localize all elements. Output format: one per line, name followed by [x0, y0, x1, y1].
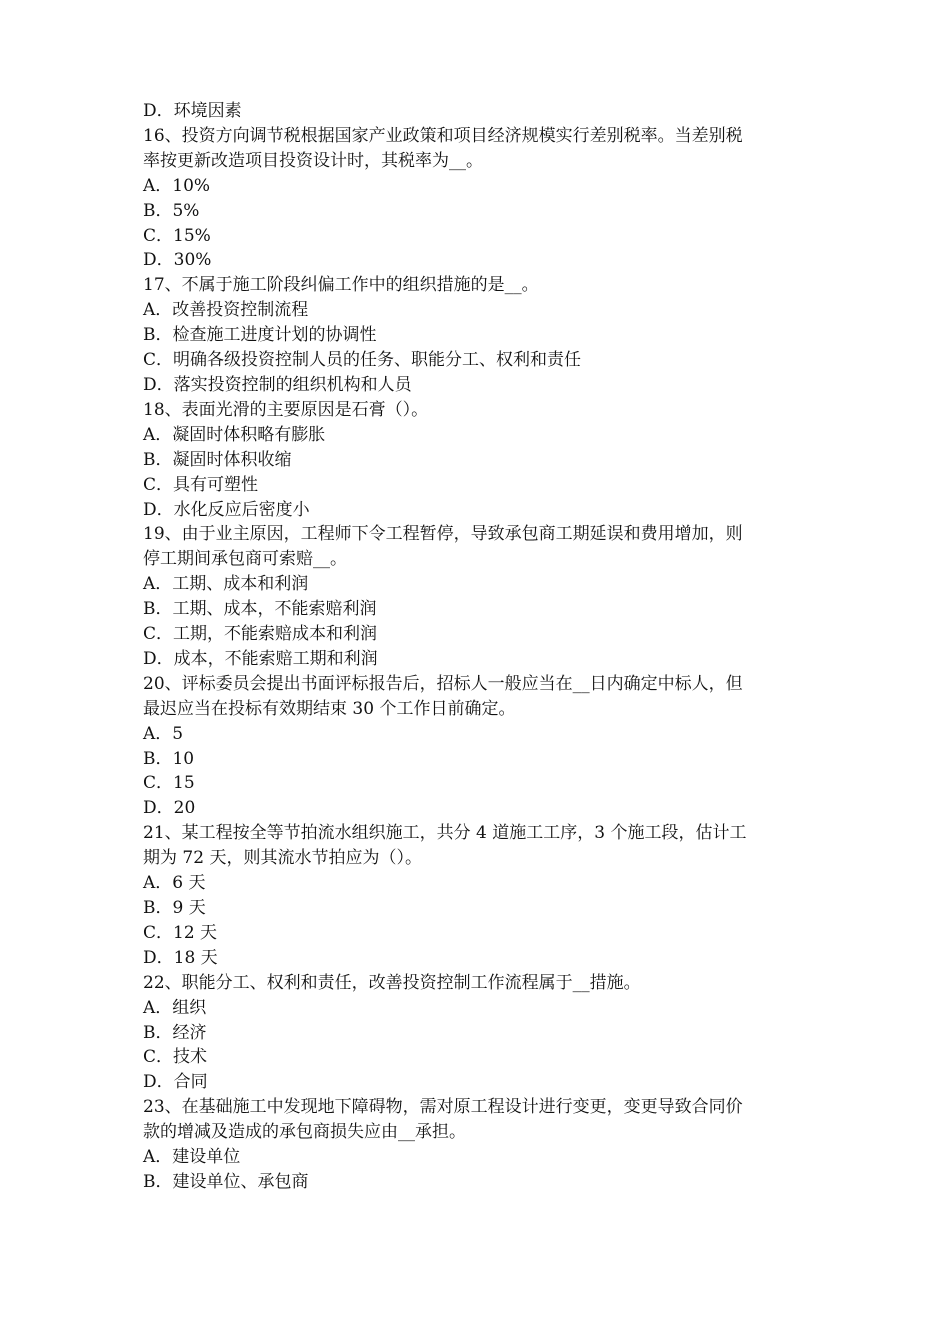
option-line: C．具有可塑性 [143, 474, 259, 495]
question-19: 19、由于业主原因，工程师下令工程暂停，导致承包商工期延误和费用增加，则 [143, 524, 743, 545]
option-line: A．6 天 [143, 873, 206, 894]
question-21: 21、某工程按全等节拍流水组织施工，共分 4 道施工工序，3 个施工段，估计工 [143, 823, 747, 844]
option-line: B．5% [143, 200, 200, 221]
option-line: A．凝固时体积略有膨胀 [143, 424, 326, 445]
option-line: D．30% [143, 250, 212, 271]
option-line: C．工期，不能索赔成本和利润 [143, 624, 378, 645]
option-line: A．建设单位 [143, 1147, 241, 1168]
option-line: A．改善投资控制流程 [143, 300, 309, 321]
option-line: D．成本，不能索赔工期和利润 [143, 648, 378, 669]
option-line: B．工期、成本，不能索赔利润 [143, 599, 377, 620]
document-body [143, 99, 823, 1195]
option-line: C．15 [143, 773, 195, 794]
question-21-cont: 期为 72 天，则其流水节拍应为（）。 [143, 848, 422, 869]
option-line: B．10 [143, 748, 195, 769]
option-line: C．技术 [143, 1047, 208, 1068]
option-line: D．合同 [143, 1072, 208, 1093]
option-line: B．凝固时体积收缩 [143, 449, 292, 470]
option-line: C．明确各级投资控制人员的任务、职能分工、权利和责任 [143, 350, 582, 371]
option-line: D．环境因素 [143, 101, 242, 121]
option-line: D．水化反应后密度小 [143, 499, 310, 520]
option-line: B．检查施工进度计划的协调性 [143, 325, 377, 346]
option-line: A．组织 [143, 997, 207, 1018]
option-line: C．12 天 [143, 922, 218, 943]
question-19-cont: 停工期间承包商可索赔__。 [143, 549, 347, 570]
option-line: D．20 [143, 798, 196, 819]
question-23-cont: 款的增减及造成的承包商损失应由__承担。 [143, 1122, 466, 1143]
option-line: B．9 天 [143, 898, 206, 918]
option-line: B．建设单位、承包商 [143, 1171, 309, 1192]
question-23: 23、在基础施工中发现地下障碍物，需对原工程设计进行变更，变更导致合同价 [143, 1097, 743, 1118]
question-16: 16、投资方向调节税根据国家产业政策和项目经济规模实行差别税率。当差别税 [143, 125, 743, 146]
question-17: 17、不属于施工阶段纠偏工作中的组织措施的是__。 [143, 275, 539, 296]
option-line: C．15% [143, 225, 211, 246]
option-line: A．10% [143, 175, 211, 196]
option-line: D．落实投资控制的组织机构和人员 [143, 374, 412, 395]
question-16-cont: 率按更新改造项目投资设计时，其税率为__。 [143, 150, 483, 171]
question-22: 22、职能分工、权利和责任，改善投资控制工作流程属于__措施。 [143, 972, 641, 993]
question-20-cont: 最迟应当在投标有效期结束 30 个工作日前确定。 [143, 698, 516, 719]
option-line: A．工期、成本和利润 [143, 574, 309, 595]
option-line: A．5 [143, 723, 184, 744]
question-18: 18、表面光滑的主要原因是石膏（）。 [143, 399, 429, 420]
option-line: D．18 天 [143, 947, 218, 968]
option-line: B．经济 [143, 1022, 207, 1043]
question-20: 20、评标委员会提出书面评标报告后，招标人一般应当在__日内确定中标人，但 [143, 673, 743, 694]
